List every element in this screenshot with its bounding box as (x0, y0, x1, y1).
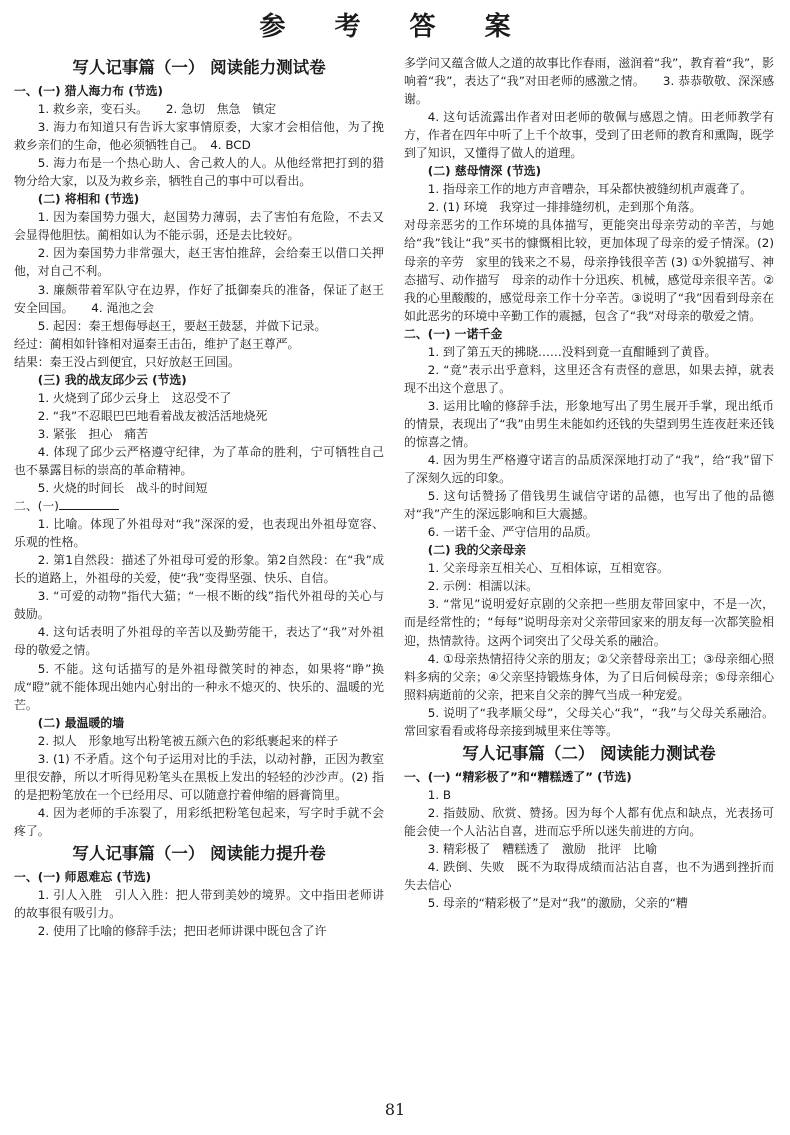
page-number: 81 (384, 1100, 406, 1119)
answer-line: 3. 紧张 担心 痛苦 (37, 426, 149, 441)
question-heading: (二) 最温暖的墙 (37, 715, 125, 730)
answer-line: 4. 体现了邱少云严格遵守纪律，为了革命的胜利，宁可牺牲自己也不暴露目标的崇高的革命精神。 (14, 444, 384, 477)
answer-line: 1. 火烧到了邱少云身上 这忍受不了 (37, 390, 232, 405)
answer-line: 3. 运用比喻的修辞手法，形象地写出了男生展开手掌，现出纸币的情景，表现出了“我”由男生未能如约还钱的失望到男生连夜赶来还钱的惊喜之情。 (404, 398, 774, 449)
answer-line: 5. 不能。这句话描写的是外祖母微笑时的神态，如果将“睁”换成“瞪”就不能体现出她内心射出的一种永不熄灭的、快乐的、温暖的光芒。 (14, 661, 384, 712)
answer-line: 4. 因为老师的手冻裂了，用彩纸把粉笔包起来，写字时手就不会疼了。 (14, 805, 384, 838)
answer-line: 4. 这句话流露出作者对田老师的敬佩与感恩之情。田老师教学有方，作者在四年中听了上千个故事，受到了田老师的教育和熏陶，既学到了知识，又懂得了做人的道理。 (404, 110, 774, 161)
answer-line: 对母亲恶劣的工作环境的具体描写，更能突出母亲劳动的辛苦，与她给“我”钱让“我”买书的慷慨相比较，更加体现了母亲的爱子情深。(2) 母亲的辛劳 家里的钱来之不易，母亲挣钱很辛苦 (3) ①外貌描写、神态描写、动作描写 母亲的动作十分迅疾、机械，感觉母亲很辛苦。②我的心里酸酸的，感觉母亲工作十分辛苦。③说明了“我”因看到母亲在如此恶劣的环境中辛勤工作的震撼，包含了“我”对母亲的敬爱之情。 (404, 218, 774, 323)
answer-line: 5. 这句话赞扬了借钱男生诚信守诺的品德，也写出了他的品德对“我”产生的深远影响和巨大震撼。 (404, 489, 774, 522)
question-heading: 一、(一) 师恩难忘 (节选) (14, 869, 152, 884)
section-title: 写人记事篇（二） 阅读能力测试卷 (462, 743, 716, 763)
answer-line: 4. ①母亲热情招待父亲的朋友；②父亲替母亲出工；③母亲细心照料多病的父亲；④父亲坚持锻炼身体，为了日后伺候母亲；⑤母亲细心照料病逝前的父亲，把来自父亲的脾气当成一种宠爱。 (404, 651, 774, 702)
answer-line: 2. “我”不忍眼巴巴地看着战友被活活地烧死 (37, 408, 268, 423)
answer-line: 1. B (427, 787, 452, 802)
blank-line (59, 498, 119, 510)
page-title: 参 考 答 案 (259, 12, 531, 42)
answer-line: 4. 这句话表明了外祖母的辛苦以及勤劳能干，表达了“我”对外祖母的敬爱之情。 (14, 625, 384, 658)
question-heading (14, 497, 384, 515)
answer-line: 5. 火烧的时间长 战斗的时间短 (37, 481, 208, 496)
answer-line: 2. 示例：相濡以沫。 (427, 579, 539, 594)
answer-line: 2. 使用了比喻的修辞手法；把田老师讲课中既包含了许 (37, 924, 327, 939)
answer-line: 5. 海力布是一个热心助人、舍己救人的人。从他经常把打到的猎物分给大家，以及为救乡亲，牺牲自己的事中可以看出。 (14, 156, 384, 189)
question-heading: (二) 我的父亲母亲 (427, 543, 527, 558)
answer-line: 5. 说明了“我孝顺父母”，父母关心“我”，“我”与父母关系融洽。常回家看看或将母亲接到城里来住等等。 (404, 705, 774, 738)
answer-line: 3. 海力布知道只有告诉大家事情原委，大家才会相信他，为了挽救乡亲们的生命，他必须牺牲自己。 4. BCD (14, 120, 384, 153)
answer-line: 2. “竟”表示出乎意料，这里还含有责怪的意思，如果去掉，就表现不出这个意思了。 (404, 362, 774, 395)
answer-line: 1. 到了第五天的拂晓……没料到竟一直酣睡到了黄昏。 (427, 344, 717, 359)
question-heading: (二) 慈母情深 (节选) (427, 164, 542, 179)
answer-line: 1. 引人入胜 引人入胜：把人带到美妙的境界。文中指田老师讲的故事很有吸引力。 (14, 888, 384, 921)
question-heading: 二、(一) 一诺千金 (404, 326, 503, 341)
answer-line: 4. 因为男生严格遵守诺言的品质深深地打动了“我”，给“我”留下了深刻久远的印象。 (404, 453, 774, 486)
answer-line: 1. 父亲母亲互相关心、互相体谅，互相宽容。 (427, 561, 669, 576)
answer-line: 1. 救乡亲，变石头。 2. 急切 焦急 镇定 (37, 102, 277, 117)
answer-line: 1. 比喻。体现了外祖母对“我”深深的爱，也表现出外祖母宽容、乐观的性格。 (14, 517, 384, 550)
answer-line: 3. (1) 不矛盾。这个句子运用对比的手法，以动衬静，正因为教室里很安静，所以才听得见粉笔头在黑板上发出的轻轻的沙沙声。(2) 指的是把粉笔放在一个已经用尽、可以随意拧着伸缩的唇膏筒里。 (14, 751, 384, 802)
section-title: 写人记事篇（一） 阅读能力提升卷 (72, 843, 326, 863)
answer-line: 多学问又蕴含做人之道的故事比作春雨，滋润着“我”，教育着“我”，影响着“我”，表达了“我”对田老师的感激之情。 3. 恭恭敬敬、深深感谢。 (404, 56, 774, 107)
right-column (404, 54, 774, 912)
answer-line: 6. 一诺千金、严守信用的品质。 (427, 525, 598, 540)
answer-line: 1. 因为秦国势力强大，赵国势力薄弱，去了害怕有危险，不去又会显得他胆怯。蔺相如认为不能示弱，还是去比较好。 (14, 210, 384, 243)
answer-line: 2. (1) 环境 我穿过一排排缝纫机，走到那个角落。 (427, 200, 702, 215)
answer-line: 2. 第1自然段：描述了外祖母可爱的形象。第2自然段：在“我”成长的道路上，外祖母的关爱，使“我”变得坚强、快乐、自信。 (14, 553, 384, 586)
answer-line: 3. 廉颇带着军队守在边界，作好了抵御秦兵的准备，保证了赵王安全回国。 4. 渑池之会 (14, 282, 384, 315)
answer-line: 4. 跌倒、失败 既不为取得成绩而沾沾自喜，也不为遇到挫折而失去信心 (404, 860, 774, 893)
answer-line: 经过：蔺相如针锋相对逼秦王击缶，维护了赵王尊严。 (14, 336, 300, 351)
question-heading: 一、(一) 猎人海力布 (节选) (14, 84, 163, 98)
answer-line: 5. 起因：秦王想侮辱赵王，要赵王鼓瑟，并做下记录。 (37, 318, 327, 333)
question-heading: 一、(一) “精彩极了”和“糟糕透了” (节选) (404, 769, 632, 784)
left-column (14, 54, 384, 940)
answer-line: 2. 因为秦国势力非常强大，赵王害怕推辞，会给秦王以借口关押他，对自己不利。 (14, 246, 384, 279)
answer-line: 3. 精彩极了 糟糕透了 激励 批评 比喻 (427, 841, 657, 856)
answer-line: 3. “常见”说明爱好京剧的父亲把一些朋友带回家中，不是一次，而是经常性的；“每每”说明母亲对父亲带回家来的朋友每一次都笑脸相迎，热情款待。这两个词突出了父母关系的融洽。 (404, 597, 774, 648)
answer-line: 2. 指鼓励、欣赏、赞扬。因为每个人都有优点和缺点，光表扬可能会使一个人沾沾自喜，进而忘乎所以迷失前进的方向。 (404, 805, 774, 838)
answer-line: 3. “可爱的动物”指代大猫；“一根不断的线”指代外祖母的关心与鼓励。 (14, 589, 384, 622)
section-title: 写人记事篇（一） 阅读能力测试卷 (72, 58, 326, 77)
answer-line: 5. 母亲的“精彩极了”是对“我”的激励，父亲的“糟 (427, 896, 688, 911)
answer-line: 结果：秦王没占到便宜，只好放赵王回国。 (14, 354, 240, 369)
heading-text: 二、(一) (14, 499, 59, 514)
question-heading: (二) 将相和 (节选) (37, 192, 140, 207)
question-heading: (三) 我的战友邱少云 (节选) (37, 372, 187, 387)
answer-line: 1. 指母亲工作的地方声音嘈杂，耳朵都快被缝纫机声震聋了。 (427, 182, 753, 197)
answer-line: 2. 拟人 形象地写出粉笔被五颜六色的彩纸裹起来的样子 (37, 733, 339, 748)
